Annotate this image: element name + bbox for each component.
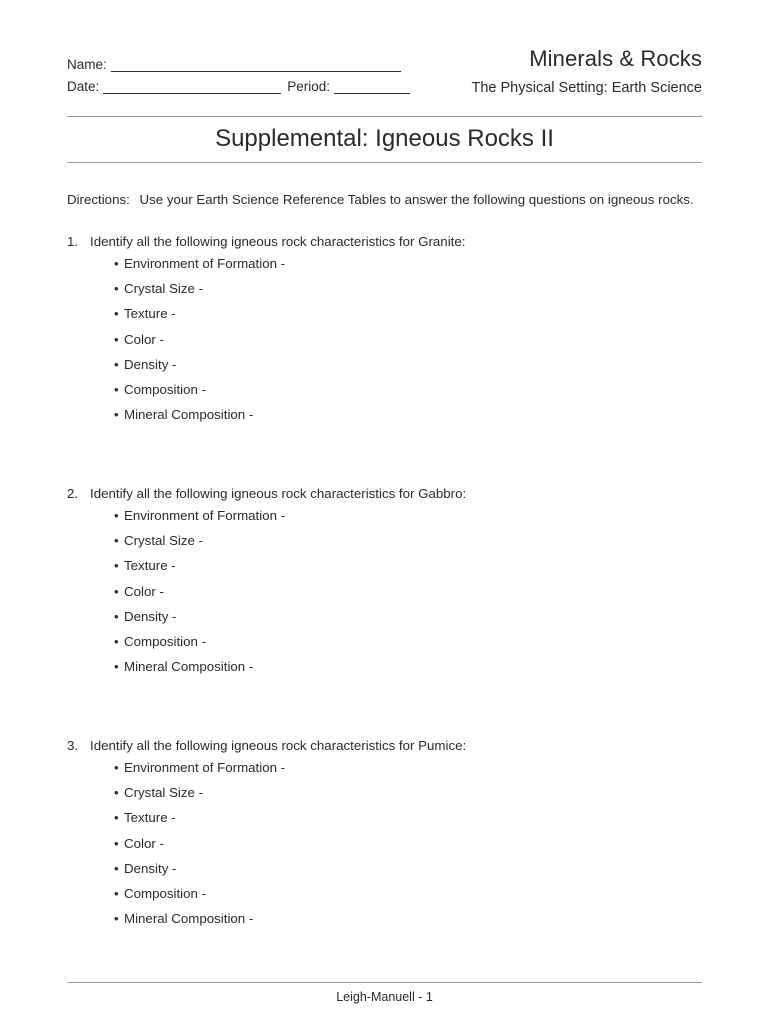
page-footer: Leigh-Manuell - 1 [336, 990, 433, 1004]
list-item [114, 758, 466, 783]
name-field[interactable] [111, 57, 401, 72]
characteristic-list [67, 506, 466, 682]
header-divider [67, 116, 702, 117]
bullet-icon: • [114, 558, 119, 574]
list-item-label: Composition - [124, 633, 207, 649]
date-row [67, 74, 410, 94]
list-item [114, 657, 466, 682]
list-item-label: Crystal Size - [124, 533, 204, 549]
bullet-icon: • [114, 633, 119, 649]
list-item-label: Color - [124, 835, 164, 851]
list-item-label: Crystal Size - [124, 281, 204, 297]
list-item [114, 254, 465, 279]
bullet-icon: • [114, 835, 119, 851]
bullet-icon: • [114, 331, 119, 347]
directions [67, 192, 694, 207]
characteristic-list [67, 254, 465, 430]
list-item-label: Crystal Size - [124, 785, 204, 801]
list-item [114, 582, 466, 607]
bullet-icon: • [114, 356, 119, 372]
list-item-label: Density - [124, 860, 177, 876]
directions-text: Use your Earth Science Reference Tables to answer the following questions on igneous rocks. [139, 192, 694, 207]
list-item-label: Color - [124, 331, 164, 347]
list-item-label: Texture - [124, 810, 176, 826]
bullet-icon: • [114, 810, 119, 826]
list-item-label: Texture - [124, 558, 176, 574]
list-item-label: Color - [124, 583, 164, 599]
page-title: Supplemental: Igneous Rocks II [215, 125, 554, 152]
list-item-label: Mineral Composition - [124, 911, 254, 927]
list-item [114, 405, 465, 430]
bullet-icon: • [114, 306, 119, 322]
list-item [114, 783, 466, 808]
question-text: Identify all the following igneous rock characteristics for Pumice: [90, 738, 467, 753]
bullet-icon: • [114, 281, 119, 297]
date-label: Date: [67, 79, 100, 94]
question-2 [67, 486, 466, 682]
footer-divider [67, 982, 702, 983]
question-number: 3. [67, 738, 79, 753]
question-number: 2. [67, 486, 79, 501]
question-prompt [67, 486, 466, 506]
list-item [114, 556, 466, 581]
bullet-icon: • [114, 608, 119, 624]
bullet-icon: • [114, 533, 119, 549]
list-item [114, 834, 466, 859]
bullet-icon: • [114, 785, 119, 801]
question-prompt [67, 234, 465, 254]
period-field[interactable] [334, 79, 410, 94]
question-3 [67, 738, 466, 934]
bullet-icon: • [114, 381, 119, 397]
list-item-label: Density - [124, 356, 177, 372]
question-1 [67, 234, 465, 430]
list-item [114, 607, 466, 632]
directions-label: Directions: [67, 192, 130, 207]
bullet-icon: • [114, 860, 119, 876]
course-subtitle: The Physical Setting: Earth Science [471, 80, 702, 96]
bullet-icon: • [114, 256, 119, 271]
list-item-label: Environment of Formation - [124, 760, 286, 775]
bullet-icon: • [114, 659, 119, 675]
bullet-icon: • [114, 407, 119, 423]
date-field[interactable] [103, 79, 281, 94]
list-item [114, 531, 466, 556]
list-item [114, 506, 466, 531]
list-item [114, 884, 466, 909]
question-text: Identify all the following igneous rock characteristics for Granite: [90, 234, 466, 249]
course-header [471, 46, 702, 96]
list-item-label: Composition - [124, 381, 207, 397]
name-label: Name: [67, 57, 107, 72]
list-item-label: Texture - [124, 306, 176, 322]
list-item [114, 330, 465, 355]
list-item [114, 304, 465, 329]
student-info [67, 52, 410, 94]
course-title: Minerals & Rocks [529, 46, 702, 71]
name-row [67, 52, 410, 72]
list-item-label: Environment of Formation - [124, 256, 286, 271]
characteristic-list [67, 758, 466, 934]
bullet-icon: • [114, 760, 119, 775]
list-item [114, 859, 466, 884]
bullet-icon: • [114, 508, 119, 523]
title-divider [67, 162, 702, 163]
bullet-icon: • [114, 885, 119, 901]
bullet-icon: • [114, 583, 119, 599]
list-item [114, 355, 465, 380]
list-item [114, 909, 466, 934]
question-prompt [67, 738, 466, 758]
list-item [114, 279, 465, 304]
list-item [114, 808, 466, 833]
list-item-label: Density - [124, 608, 177, 624]
question-text: Identify all the following igneous rock characteristics for Gabbro: [90, 486, 467, 501]
question-number: 1. [67, 234, 79, 249]
list-item-label: Composition - [124, 885, 207, 901]
bullet-icon: • [114, 911, 119, 927]
list-item [114, 632, 466, 657]
list-item [114, 380, 465, 405]
list-item-label: Mineral Composition - [124, 659, 254, 675]
list-item-label: Mineral Composition - [124, 407, 254, 423]
list-item-label: Environment of Formation - [124, 508, 286, 523]
period-label: Period: [287, 79, 331, 94]
